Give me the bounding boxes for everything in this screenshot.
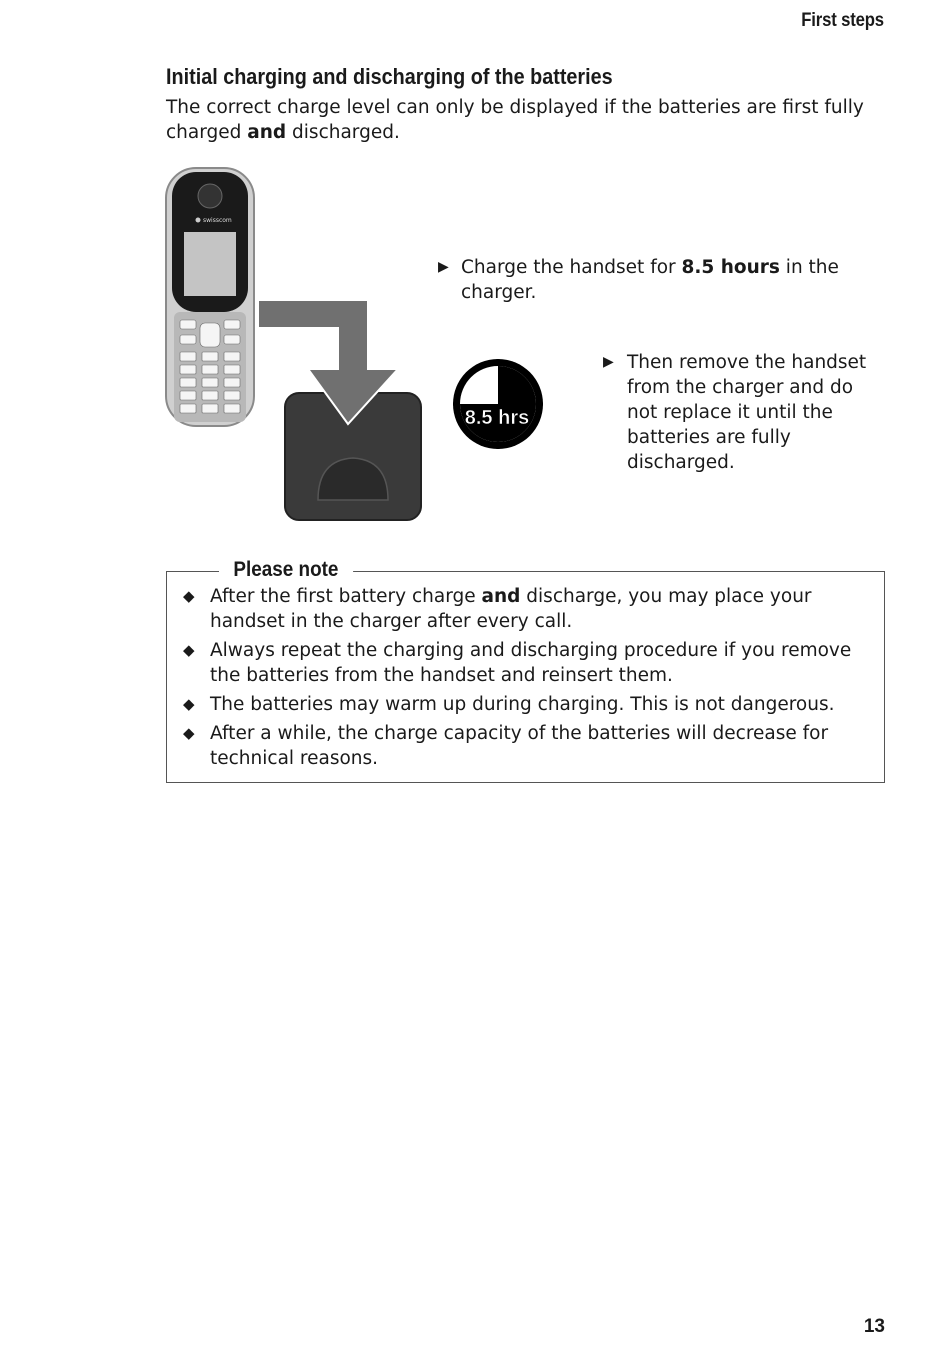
step-remove-text: Then remove the handset from the charger and do not replace it until the batteries are fully discharged. <box>627 352 867 473</box>
intro-paragraph <box>166 95 876 145</box>
diamond-bullet-icon: ◆ <box>183 641 195 659</box>
note-box <box>166 558 885 783</box>
intro-text-1: The correct charge level can only be displayed if the batteries are first fully charged <box>166 97 864 143</box>
diamond-bullet-icon: ◆ <box>183 587 195 605</box>
step-remove <box>603 350 873 475</box>
note-item-text: After a while, the charge capacity of the batteries will decrease for technical reasons. <box>210 723 829 769</box>
note-item <box>183 584 871 634</box>
step-arrow-icon: ▶ <box>603 354 614 370</box>
intro-bold: and <box>247 122 287 143</box>
timer-label: 8.5 hrs <box>464 407 530 429</box>
clock-icon <box>453 359 543 449</box>
page-number: 13 <box>863 1316 885 1337</box>
section-header: First steps <box>801 10 884 31</box>
note-item-text: Always repeat the charging and discharging procedure if you remove the batteries from the handset and reinsert them. <box>210 640 852 686</box>
note-item <box>183 721 871 771</box>
diamond-bullet-icon: ◆ <box>183 724 195 742</box>
step-charge-text-1: Charge the handset for <box>461 257 682 278</box>
step-arrow-icon: ▶ <box>438 259 449 275</box>
step-charge <box>438 255 848 305</box>
step-charge-bold: 8.5 hours <box>681 257 780 278</box>
page-title: Initial charging and discharging of the batteries <box>166 64 613 89</box>
handset-brand: swisscom <box>203 217 232 224</box>
note-item-text: The batteries may warm up during charging. This is not dangerous. <box>210 694 835 715</box>
note-item-text-2: discharge, you may place your handset in the charger after every call. <box>210 586 812 632</box>
handset-image <box>166 168 254 426</box>
note-item <box>183 692 871 717</box>
step-charge-text-2: in the charger. <box>461 257 839 303</box>
note-title: Please note <box>219 558 353 582</box>
note-item-text-1: After the first battery charge <box>210 586 482 607</box>
step-charge-text <box>461 255 848 305</box>
charging-illustration <box>160 160 560 530</box>
note-list <box>183 584 871 775</box>
intro-text-2: discharged. <box>286 122 400 143</box>
note-item <box>183 638 871 688</box>
diamond-bullet-icon: ◆ <box>183 695 195 713</box>
note-item-bold: and <box>481 586 521 607</box>
